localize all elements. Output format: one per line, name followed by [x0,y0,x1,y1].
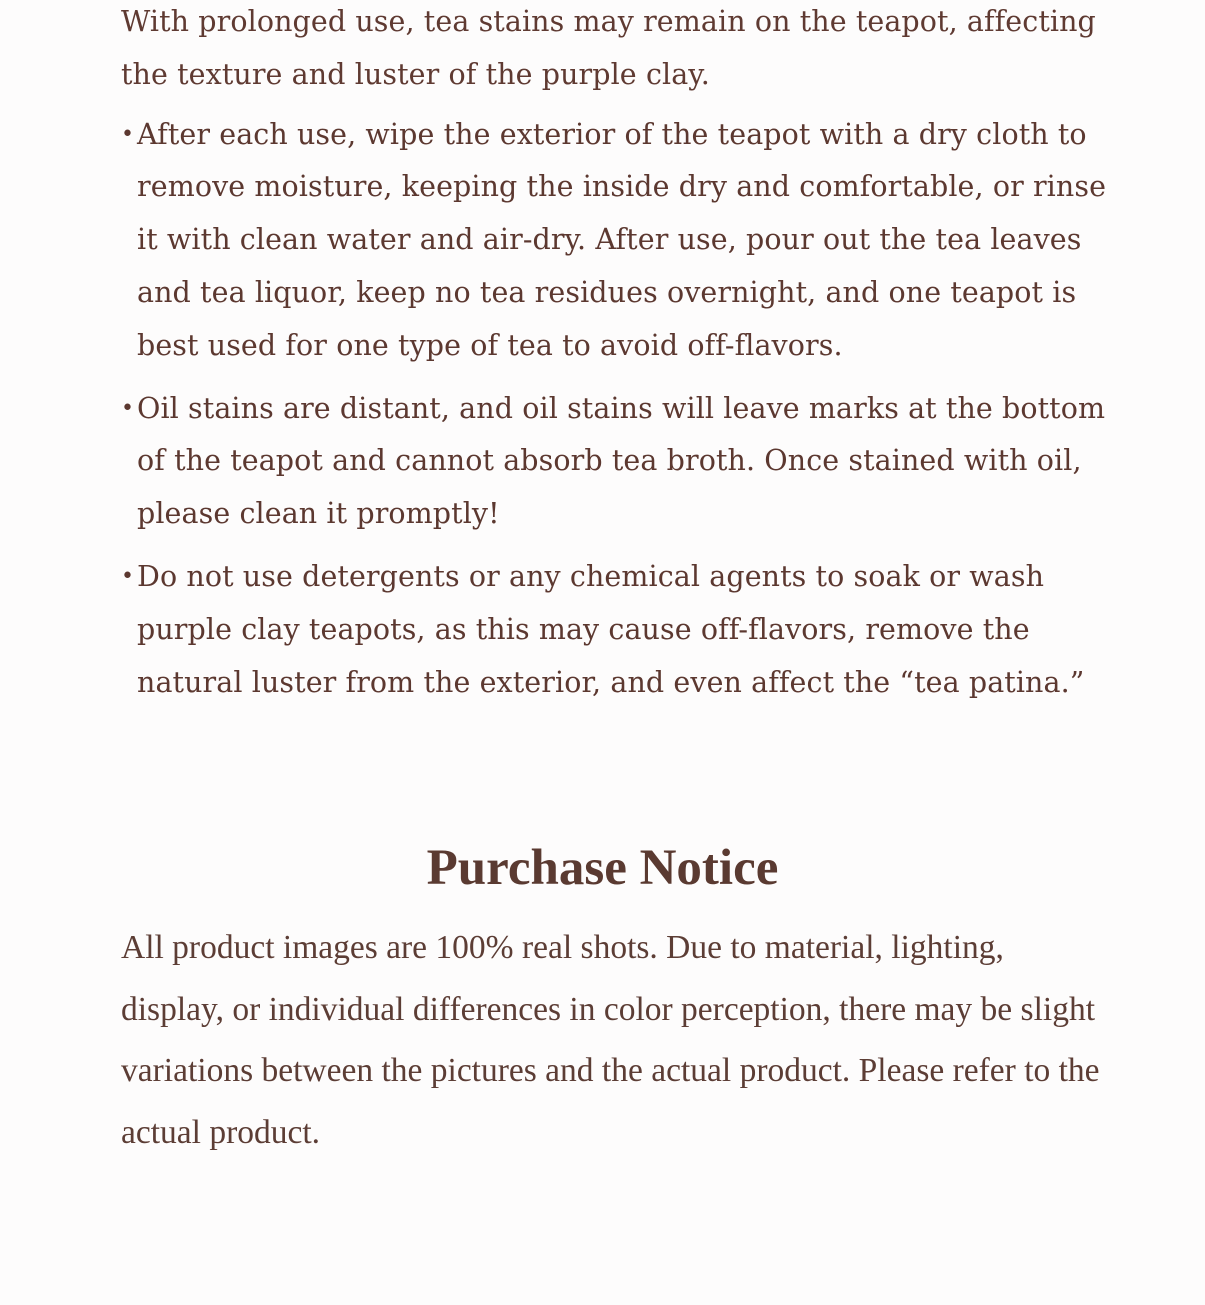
bullet-icon: • [121,121,135,147]
purchase-notice-text: All product images are 100% real shots. Due to material, lighting, display, or individual differences in color perception, there may be slight variations between the pictures and the actual product. Please refer to the actual product. [121,929,1100,1151]
care-intro-text: With prolonged use, tea stains may remain on the teapot, affecting the texture and luster of the purple clay. [121,5,1096,91]
care-tip-item [121,383,1111,541]
care-tip-text: Oil stains are distant, and oil stains will leave marks at the bottom of the teapot and cannot absorb tea broth. Once stained with oil, please clean it promptly! [137,391,1106,531]
bullet-icon: • [121,395,135,421]
care-tip-item [121,109,1111,373]
care-tip-text: Do not use detergents or any chemical agents to soak or wash purple clay teapots, as this may cause off-flavors, remove the natural luster from the exterior, and even affect the “tea patina.” [137,559,1085,699]
care-tip-text: After each use, wipe the exterior of the teapot with a dry cloth to remove moisture, keeping the inside dry and comfortable, or rinse it with clean water and air-dry. After use, pour out the tea leaves and tea liquor, keep no tea residues overnight, and one teapot is best used for one type of tea to avoid off-flavors. [137,117,1107,362]
care-tip-item [121,551,1111,709]
purchase-notice-title: Purchase Notice [426,840,779,896]
teapot-care-section [121,0,1111,709]
bullet-icon: • [121,563,135,589]
